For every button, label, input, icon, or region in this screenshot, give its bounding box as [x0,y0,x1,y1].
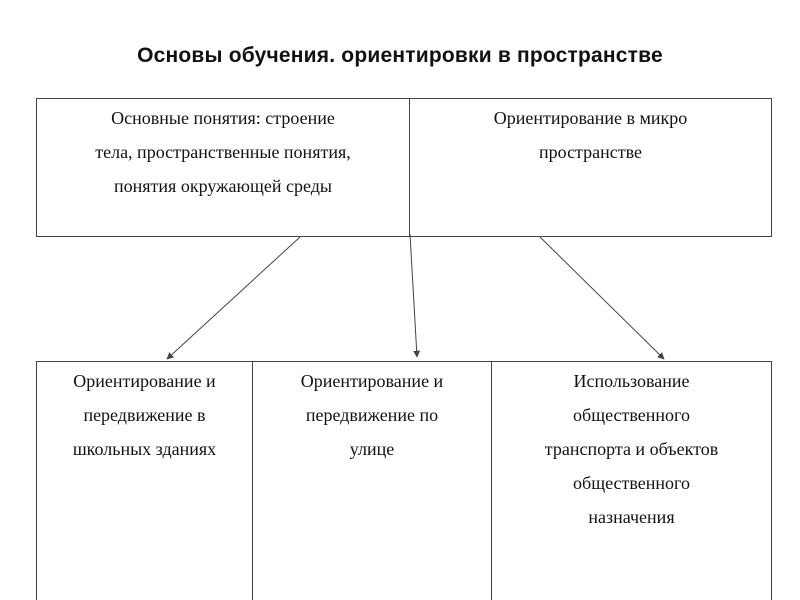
bottom-box-school-buildings [36,361,253,600]
top-box-micro-space [409,98,772,237]
bottom-box-public-transport [491,361,772,600]
top-box-basic-concepts [36,98,410,237]
arrow-to-public-transport [540,237,664,359]
bottom-box-street [252,361,492,600]
bottom-box-school-buildings-text: Ориентирование и передвижение в школьных зданиях [72,371,217,459]
top-box-basic-concepts-text: Основные понятия: строение тела, пространственные понятия, понятия окружающей среды [95,108,351,196]
diagram-title: Основы обучения. ориентировки в пространстве [137,44,663,67]
top-box-micro-space-text: Ориентирование в микро пространстве [493,108,688,162]
arrow-to-school-buildings [167,237,300,359]
bottom-box-public-transport-text: Использование общественного транспорта и объектов общественного назначения [544,371,719,527]
bottom-box-street-text: Ориентирование и передвижение по улице [300,371,444,459]
arrow-to-street [410,234,417,357]
